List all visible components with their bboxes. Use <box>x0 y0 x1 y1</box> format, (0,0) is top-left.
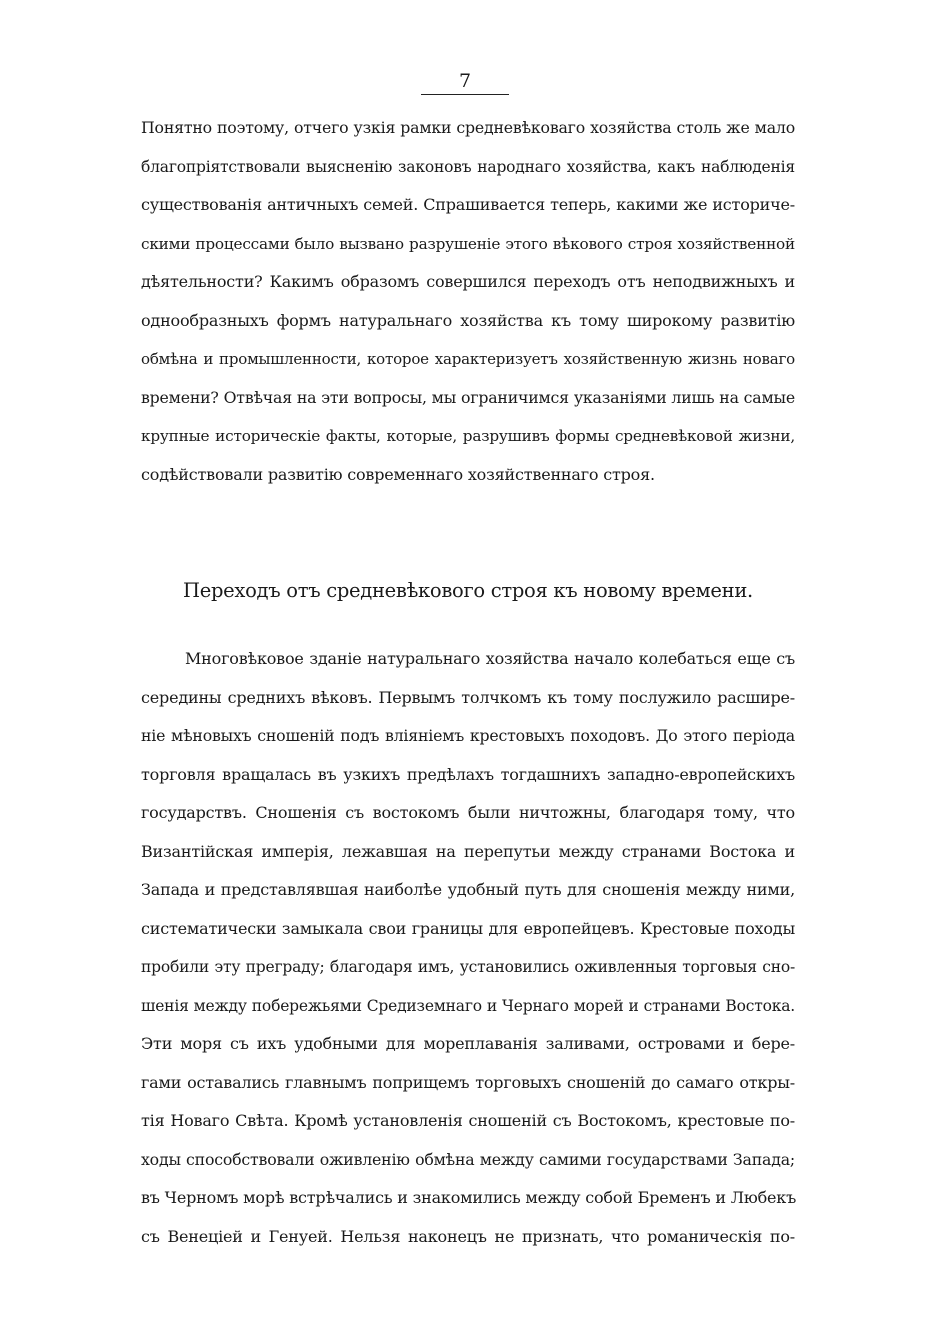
text-line: благопріятствовали выясненію законовъ народнаго хозяйства, какъ наблюденія <box>141 157 795 176</box>
text-line: тія Новаго Свѣта. Кромѣ установленія сношеній съ Востокомъ, крестовые по- <box>141 1111 795 1130</box>
text-line: Запада и представлявшая наиболѣе удобный путь для сношенія между ними, <box>141 880 795 899</box>
text-line: дѣятельности? Какимъ образомъ совершился переходъ отъ неподвижныхъ и <box>141 272 795 291</box>
text-line: гами оставались главнымъ поприщемъ торговыхъ сношеній до самаго откры- <box>141 1072 795 1092</box>
text-line: торговля вращалась въ узкихъ предѣлахъ тогдашнихъ западно-европейскихъ <box>141 764 795 784</box>
text-line: крупные историческіе факты, которые, разрушивъ формы средневѣковой жизни, <box>141 427 795 445</box>
text-line: Многовѣковое зданіе натуральнаго хозяйства начало колебаться еще съ <box>185 649 795 668</box>
page-header <box>420 70 510 95</box>
text-line: середины среднихъ вѣковъ. Первымъ толчкомъ къ тому послужило расшире- <box>141 687 795 707</box>
page-number-rule <box>421 94 509 95</box>
text-line: Византійская имперія, лежавшая на перепутьи между странами Востока и <box>141 841 795 861</box>
text-line: съ Венеціей и Генуей. Нельзя наконецъ не признать, что романическія по- <box>141 1226 795 1246</box>
text-line: скими процессами было вызвано разрушеніе этого вѣкового строя хозяйственной <box>141 234 795 253</box>
intro-paragraph <box>141 109 795 494</box>
page-number: 7 <box>458 70 472 92</box>
text-line: обмѣна и промышленности, которое характеризуетъ хозяйственную жизнь новаго <box>141 350 795 368</box>
text-line: государствъ. Сношенія съ востокомъ были ничтожны, благодаря тому, что <box>141 803 795 822</box>
text-line: ходы способствовали оживленію обмѣна между самими государствами Запада; <box>141 1149 795 1169</box>
text-line: Понятно поэтому, отчего узкія рамки средневѣковаго хозяйства столь же мало <box>141 118 795 137</box>
text-line: существованія античныхъ семей. Спрашивается теперь, какими же историче- <box>141 195 795 214</box>
text-line: Эти моря съ ихъ удобными для мореплаванія заливами, островами и бере- <box>141 1034 795 1053</box>
section-heading: Переходъ отъ средневѣкового строя къ новому времени. <box>183 579 753 602</box>
text-line: ніе мѣновыхъ сношеній подъ вліяніемъ крестовыхъ походовъ. До этого періода <box>141 726 795 745</box>
body-paragraph <box>141 640 795 1256</box>
text-line: систематически замыкала свои границы для европейцевъ. Крестовые походы <box>141 918 795 938</box>
text-line: въ Черномъ морѣ встрѣчались и знакомились между собой Бременъ и Любекъ <box>141 1188 797 1207</box>
text-line: однообразныхъ формъ натуральнаго хозяйства къ тому широкому развитію <box>141 310 795 330</box>
text-line: содѣйствовали развитію современнаго хозяйственнаго строя. <box>141 464 655 484</box>
text-line: пробили эту преграду; благодаря имъ, установились оживленныя торговыя сно- <box>141 958 795 976</box>
text-line: времени? Отвѣчая на эти вопросы, мы ограничимся указаніями лишь на самые <box>141 387 795 407</box>
text-line: шенія между побережьями Средиземнаго и Чернаго морей и странами Востока. <box>141 996 795 1015</box>
